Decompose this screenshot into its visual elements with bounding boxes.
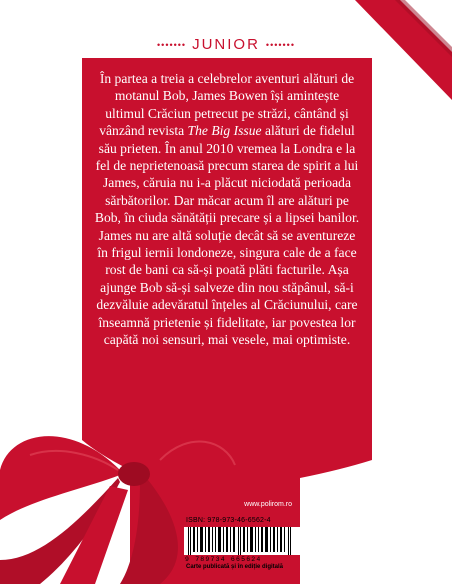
book-blurb [94,70,360,349]
barcode-block [184,499,300,570]
series-header [0,36,452,53]
blurb-text-part1: În partea a treia a celebrelor aventuri alături de motanul Bob, James Bowen își amintește ultimul Crăciun petrecut pe străzi, cântând și vânzând revista [99,71,355,139]
series-dots-left: ••••••• [157,39,187,50]
blurb-paragraph [94,70,360,349]
barcode-digits: 9 789734 665624 [185,556,262,563]
barcode-bars [184,527,300,555]
publisher-url: www.polirom.ro [184,499,300,510]
magazine-title: The Big Issue [187,123,262,139]
barcode-image [184,527,300,555]
series-dots-right: ••••••• [265,39,295,50]
series-name: JUNIOR [192,36,260,53]
isbn-number: ISBN: 978-973-46-6562-4 [186,517,271,524]
blurb-text-part2: alături de fidelul său prieten. În anul 2010 vremea la Londra e la fel de neprietenoasă precum starea de spirit a lui James, căruia nu i-a plăcut niciodată perioada sărbătorilor. Dar măcar acum îl are alături pe Bob, în ciuda sănătății precare și a lipsei banilor. James nu are altă soluție decât să se aventureze în frigul iernii londoneze, singura cale de a face rost de bani ca să-și poată plăti facturile. Așa ajunge Bob să-și salveze din nou stăpânul, să-i dezvăluie adevăratul înțeles al Crăciunului, care înseamnă prietenie și fidelitate, iar povestea lor capătă noi sensuri, mai vesele, mai optimiste. [94,123,360,348]
digital-edition-note: Carte publicată și în ediție digitală [186,564,284,570]
